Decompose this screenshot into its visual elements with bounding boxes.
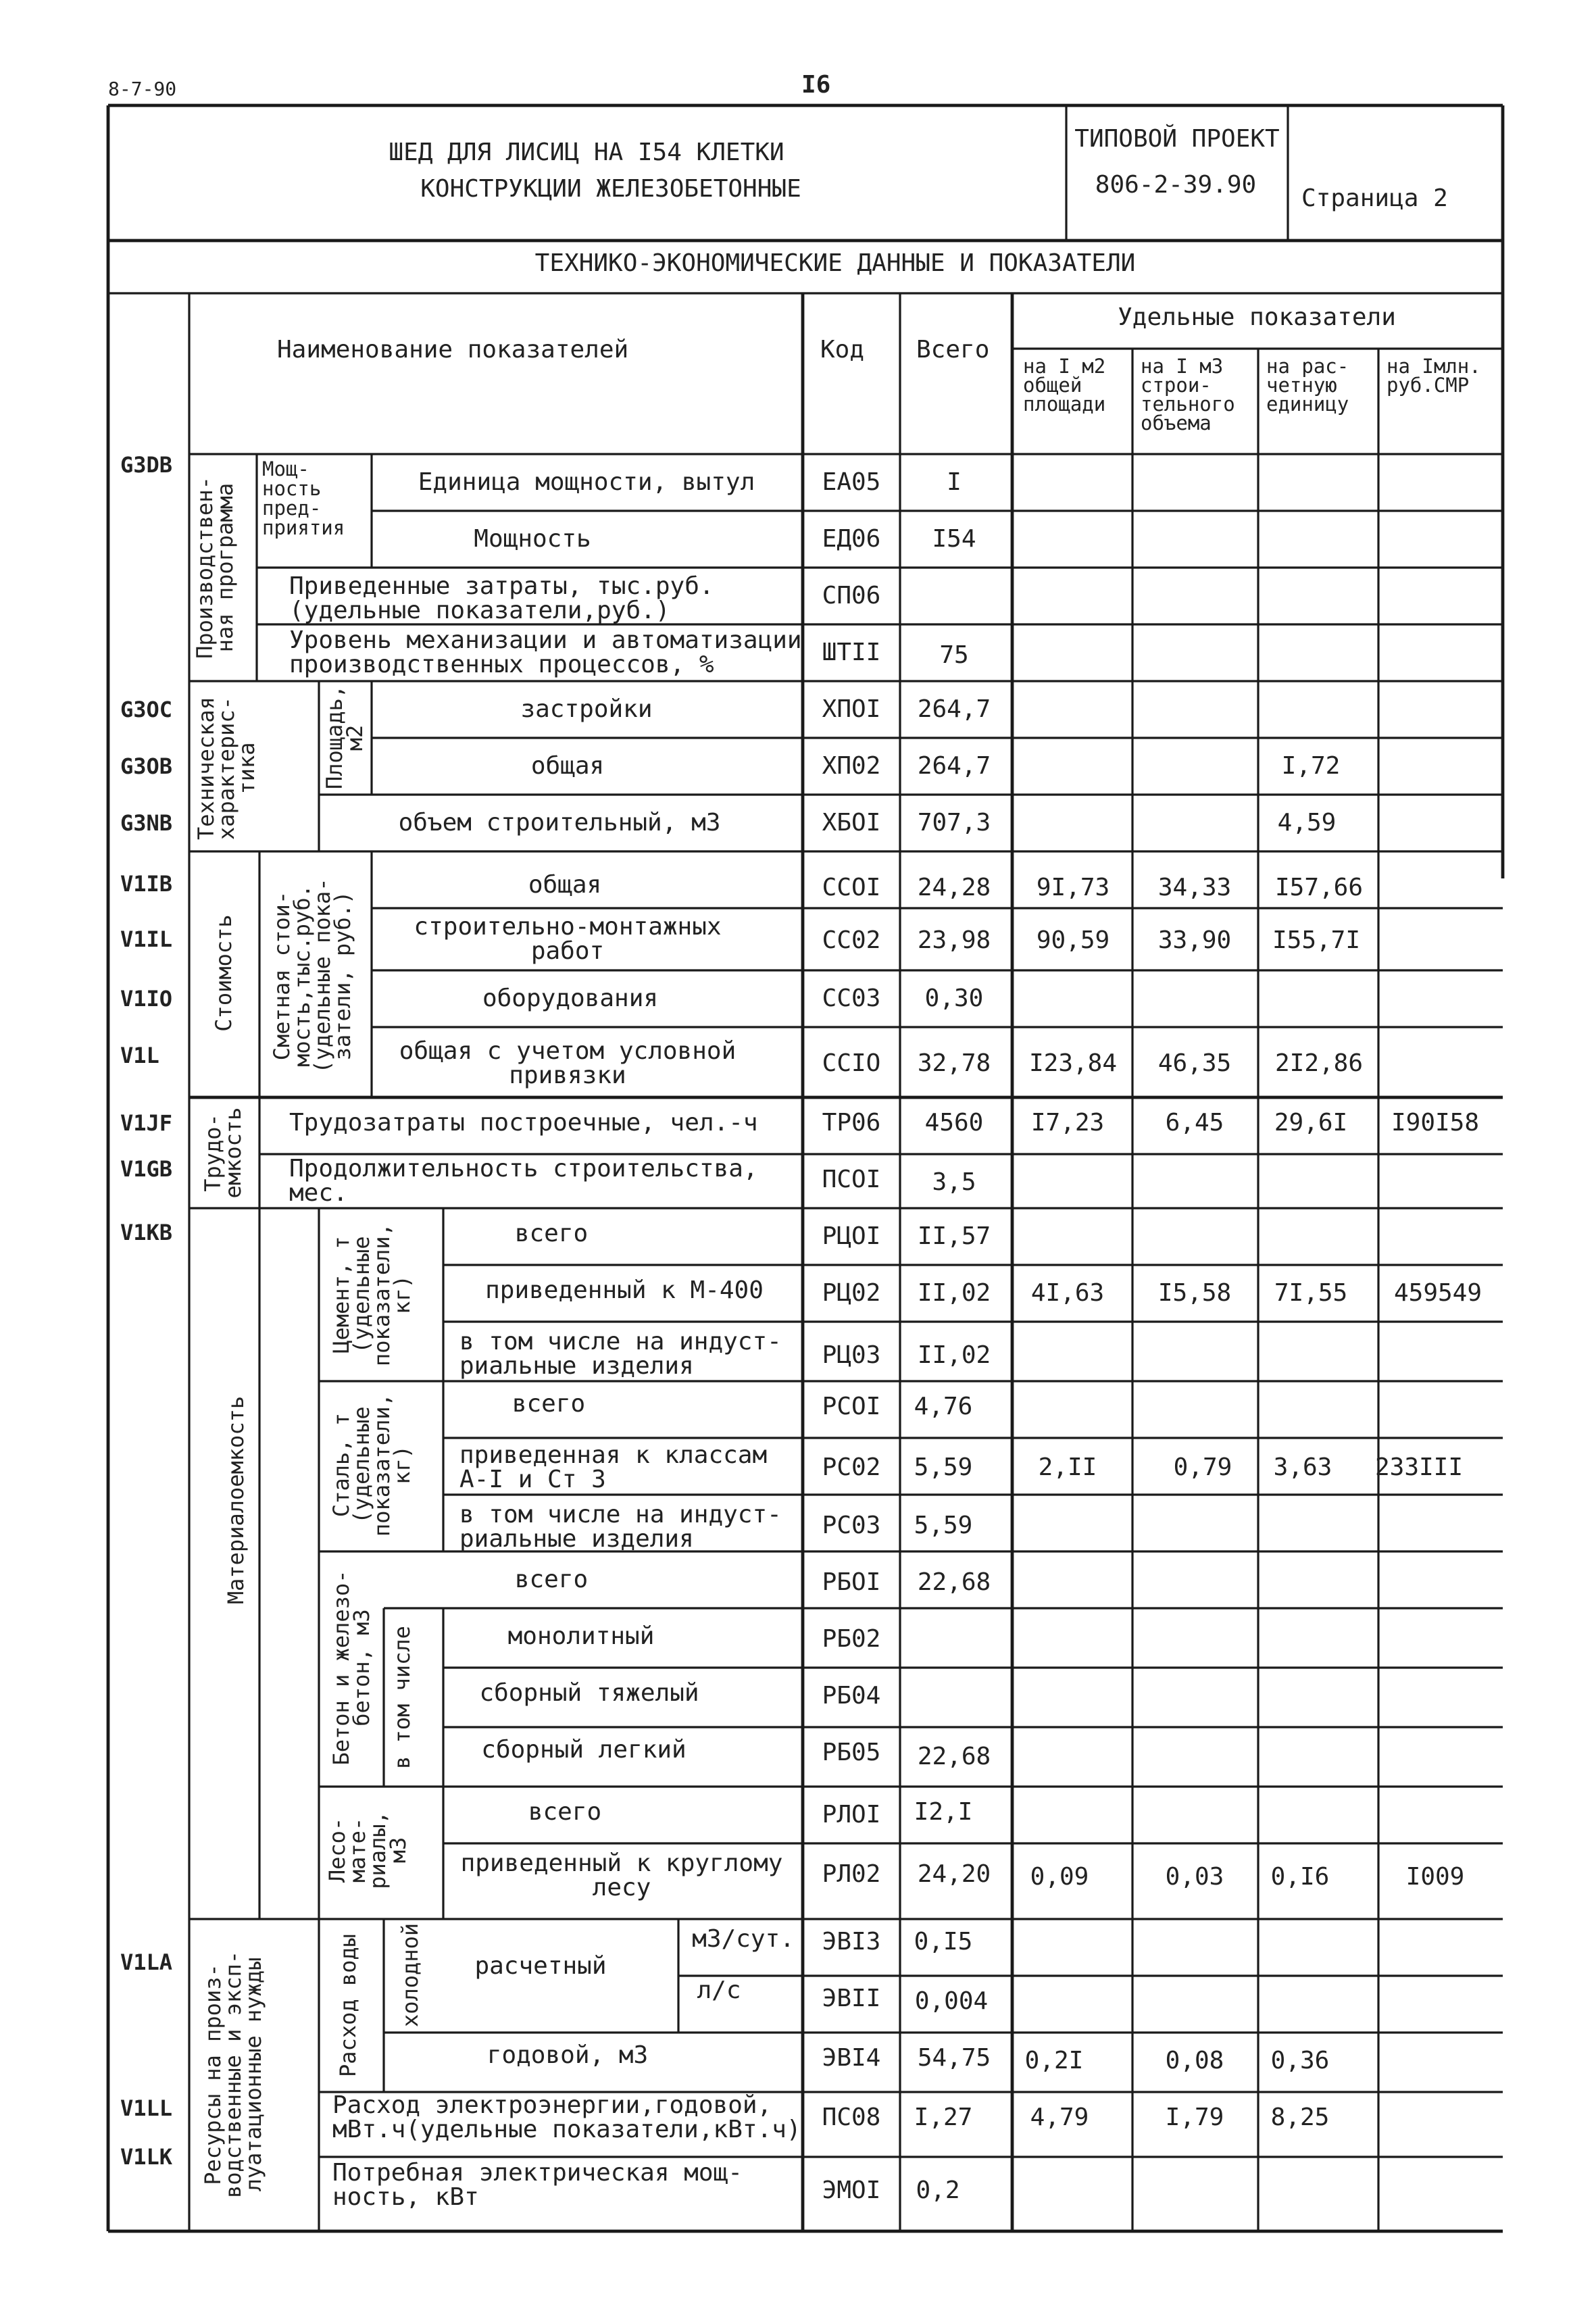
- group-resources: Ресурсы на произ- водственные и эксп- луатационные нужды: [200, 1950, 266, 2199]
- row-name: Продолжительность строительства, мес.: [289, 1155, 758, 1207]
- col-code-header: Код: [820, 336, 865, 364]
- document-subtitle: КОНСТРУКЦИИ ЖЕЛЕЗОБЕТОННЫЕ: [420, 175, 801, 203]
- left-label: V1LL: [120, 2095, 173, 2121]
- row-total: 3,5: [932, 1168, 976, 1196]
- row-per-m3: I5,58: [1157, 1279, 1232, 1307]
- row-per-m2: 4,79: [1030, 2104, 1089, 2131]
- row-total: 5,59: [914, 1512, 973, 1539]
- group-incl: в том числе: [389, 1626, 415, 1769]
- col-unit-line1: на рас-: [1266, 355, 1349, 378]
- left-label: G3OB: [120, 753, 173, 779]
- row-per-unit: 0,I6: [1270, 1863, 1330, 1891]
- left-label: V1JF: [120, 1110, 173, 1136]
- row-name: расчетный: [474, 1952, 607, 1980]
- row-name: Трудозатраты построечные, чел.-ч: [289, 1109, 758, 1137]
- row-per-unit: 0,36: [1270, 2047, 1330, 2074]
- row-per-unit: I,72: [1281, 752, 1341, 780]
- col-mln-line2: руб.СМР: [1387, 374, 1470, 397]
- row-code: ССОI: [822, 874, 881, 901]
- row-per-m3: 0,03: [1165, 1863, 1224, 1891]
- row-code: РБ02: [822, 1625, 881, 1653]
- row-code: РБ05: [822, 1739, 881, 1766]
- row-total: 24,28: [917, 874, 991, 901]
- group-capacity: Мощ- ность пред- приятия: [262, 457, 345, 539]
- row-name: в том числе на индуст- риальные изделия: [459, 1328, 782, 1380]
- row-code: РЛ02: [822, 1860, 881, 1888]
- row-per-m2: 0,2I: [1024, 2047, 1084, 2074]
- row-code: ХПОI: [822, 695, 881, 723]
- row-total: II,02: [917, 1341, 991, 1369]
- row-per-unit: 3,63: [1273, 1453, 1332, 1481]
- row-per-mln: 233III: [1374, 1453, 1464, 1481]
- group-timber: Лесо- мате- риалы, м3: [324, 1811, 411, 1889]
- row-code: РБОI: [822, 1568, 881, 1596]
- left-label: V1KB: [120, 1220, 173, 1245]
- row-total: 707,3: [917, 809, 991, 837]
- row-per-unit: 29,6I: [1274, 1109, 1348, 1137]
- group-production: Производствен- ная программа: [192, 476, 238, 659]
- row-code: РС03: [822, 1512, 881, 1539]
- sheet-number: Страница 2: [1301, 184, 1448, 212]
- row-per-m2: I7,23: [1030, 1109, 1105, 1137]
- project-label: ТИПОВОЙ ПРОЕКТ: [1074, 125, 1280, 153]
- row-per-mln: 459549: [1393, 1279, 1482, 1307]
- row-total: 5,59: [914, 1453, 973, 1481]
- row-per-m2: 4I,63: [1030, 1279, 1105, 1307]
- row-code: ЭВI3: [822, 1928, 881, 1956]
- row-name: всего: [514, 1566, 589, 1593]
- row-code: РЦОI: [822, 1222, 881, 1250]
- row-total: 24,20: [917, 1860, 991, 1888]
- row-name: сборный легкий: [481, 1736, 687, 1764]
- group-concrete: Бетон и железо- бетон, м3: [328, 1570, 374, 1766]
- col-m2-line1: на I м2: [1023, 355, 1106, 378]
- row-name: Уровень механизации и автоматизации производственных процессов, %: [289, 626, 802, 678]
- left-label: V1GB: [120, 1156, 173, 1182]
- row-name: Потребная электрическая мощ- ность, кВт: [332, 2159, 743, 2211]
- group-technical: Техническая характерис- тика: [193, 697, 259, 840]
- table-title: ТЕХНИКО-ЭКОНОМИЧЕСКИЕ ДАННЫЕ И ПОКАЗАТЕЛИ: [534, 249, 1136, 277]
- document-title: ШЕД ДЛЯ ЛИСИЦ НА I54 КЛЕТКИ: [389, 139, 784, 166]
- group-labor: Трудо- емкость: [200, 1107, 246, 1199]
- row-name: общая: [530, 752, 605, 780]
- row-per-m3: 6,45: [1165, 1109, 1224, 1137]
- row-name: в том числе на индуст- риальные изделия: [459, 1501, 782, 1553]
- row-code: ЭВI4: [822, 2044, 881, 2072]
- col-m2-line2: общей: [1023, 374, 1082, 397]
- row-name: всего: [514, 1220, 589, 1247]
- left-label: V1IL: [120, 926, 173, 952]
- row-name: оборудования: [482, 985, 659, 1012]
- row-name: Расход электроэнергии,годовой, мВт.ч(удельные показатели,кВт.ч): [332, 2091, 801, 2143]
- col-specific-header: Удельные показатели: [1118, 303, 1396, 331]
- row-unit-label: л/с: [697, 1976, 741, 2004]
- row-total: I,27: [914, 2104, 973, 2131]
- row-total: II,57: [917, 1222, 991, 1250]
- row-code: ХП02: [822, 752, 881, 780]
- left-label: V1IB: [120, 871, 173, 897]
- row-total: 22,68: [917, 1743, 991, 1770]
- row-code: РЦ03: [822, 1341, 881, 1369]
- row-name: всего: [512, 1390, 586, 1418]
- row-total: 75: [939, 641, 969, 669]
- row-code: ЕД06: [822, 525, 881, 553]
- row-name: общая: [528, 871, 602, 899]
- row-code: СП06: [822, 582, 881, 609]
- group-cold: холодной: [397, 1922, 423, 2027]
- row-total: 0,I5: [914, 1928, 973, 1956]
- col-m3-line4: объема: [1141, 412, 1212, 434]
- page-number: I6: [801, 71, 831, 99]
- row-per-mln: I90I58: [1391, 1109, 1480, 1137]
- group-water: Расход воды: [335, 1934, 361, 2077]
- row-total: 54,75: [917, 2044, 991, 2072]
- row-per-unit: 4,59: [1277, 809, 1337, 837]
- row-code: РСОI: [822, 1393, 881, 1420]
- row-per-m2: 90,59: [1036, 926, 1110, 954]
- row-name: общая с учетом условной привязки: [399, 1037, 737, 1089]
- col-mln-line1: на Iмлн.: [1387, 355, 1481, 378]
- row-per-m3: I,79: [1165, 2104, 1224, 2131]
- left-label: V1L: [120, 1043, 159, 1068]
- row-name: Мощность: [474, 525, 591, 553]
- row-code: ПСОI: [822, 1166, 881, 1193]
- col-unit-line2: четную: [1266, 374, 1337, 397]
- row-total: 264,7: [917, 752, 991, 780]
- row-per-unit: I55,7I: [1272, 926, 1361, 954]
- col-m3-line3: тельного: [1141, 393, 1235, 416]
- col-m2-line3: площади: [1023, 393, 1106, 416]
- row-per-unit: 8,25: [1270, 2104, 1330, 2131]
- row-per-m2: 0,09: [1030, 1863, 1089, 1891]
- row-total: II,02: [917, 1279, 991, 1307]
- row-total: 0,2: [916, 2176, 960, 2204]
- row-total: 4560: [924, 1109, 984, 1137]
- row-code: РЛОI: [822, 1801, 881, 1828]
- row-code: ХБОI: [822, 809, 881, 837]
- row-per-m2: 2,II: [1038, 1453, 1097, 1481]
- left-label: G3OC: [120, 697, 173, 722]
- row-code: СС03: [822, 985, 881, 1012]
- row-code: ЭМОI: [822, 2176, 881, 2204]
- row-total: I2,I: [914, 1798, 973, 1826]
- row-code: ССIО: [822, 1049, 881, 1077]
- row-code: ШТII: [822, 639, 881, 666]
- row-code: ЭВII: [822, 1985, 881, 2012]
- row-name: сборный тяжелый: [479, 1679, 699, 1707]
- col-name-header: Наименование показателей: [277, 336, 629, 364]
- row-code: РБ04: [822, 1682, 881, 1710]
- col-m3-line2: строи-: [1141, 374, 1212, 397]
- left-label: V1IO: [120, 986, 173, 1012]
- row-total: 264,7: [917, 695, 991, 723]
- row-name: Приведенные затраты, тыс.руб. (удельные показатели,руб.): [289, 572, 714, 624]
- col-unit-line3: единицу: [1266, 393, 1349, 416]
- row-code: ЕА05: [822, 468, 881, 496]
- doc-code: 8-7-90: [108, 78, 177, 100]
- group-area: Площадь, м2: [322, 684, 368, 789]
- col-m3-line1: на I м3: [1141, 355, 1224, 378]
- row-name: приведенный к круглому лесу: [460, 1849, 783, 1901]
- group-estimate: Сметная стои- мость,тыс.руб. (удельные пока- затели, руб.): [269, 878, 355, 1074]
- row-per-m3: 0,79: [1173, 1453, 1232, 1481]
- row-total: I: [947, 468, 962, 496]
- row-total: I54: [932, 525, 976, 553]
- group-cement: Цемент, т (удельные показатели, кг): [328, 1223, 415, 1366]
- row-per-m3: 34,33: [1157, 874, 1232, 901]
- row-per-unit: 7I,55: [1274, 1279, 1348, 1307]
- col-total-header: Всего: [916, 336, 990, 364]
- row-total: 0,30: [924, 985, 984, 1012]
- left-label: G3NB: [120, 810, 173, 836]
- row-total: 0,004: [914, 1987, 989, 2015]
- row-per-m3: 0,08: [1165, 2047, 1224, 2074]
- row-per-m2: I23,84: [1028, 1049, 1118, 1077]
- row-total: 4,76: [914, 1393, 973, 1420]
- left-label: G3DB: [120, 452, 173, 478]
- row-name: приведенная к классам А-I и Ст 3: [459, 1441, 768, 1493]
- row-code: РЦ02: [822, 1279, 881, 1307]
- row-name: приведенный к М-400: [485, 1276, 764, 1304]
- row-name: монолитный: [507, 1622, 655, 1650]
- row-per-unit: I57,66: [1274, 874, 1364, 901]
- row-name: застройки: [520, 695, 653, 723]
- row-name: объем строительный, м3: [398, 809, 721, 837]
- project-number: 806-2-39.90: [1095, 171, 1257, 199]
- row-code: СС02: [822, 926, 881, 954]
- group-materials: Материалоемкость: [223, 1395, 249, 1605]
- row-per-mln: I009: [1405, 1863, 1465, 1891]
- row-total: 22,68: [917, 1568, 991, 1596]
- row-total: 32,78: [917, 1049, 991, 1077]
- row-per-m3: 46,35: [1157, 1049, 1232, 1077]
- row-code: ТР06: [822, 1109, 881, 1137]
- left-label: V1LA: [120, 1949, 173, 1975]
- row-per-m2: 9I,73: [1036, 874, 1110, 901]
- row-name: строительно-монтажных работ: [414, 913, 722, 965]
- row-name: годовой, м3: [487, 2041, 649, 2069]
- group-cost: Стоимость: [211, 914, 236, 1032]
- row-per-m3: 33,90: [1157, 926, 1232, 954]
- left-label: V1LK: [120, 2144, 173, 2170]
- row-name: всего: [528, 1798, 602, 1826]
- row-unit-label: м3/сут.: [692, 1925, 795, 1953]
- row-code: РС02: [822, 1453, 881, 1481]
- row-per-unit: 2I2,86: [1274, 1049, 1364, 1077]
- row-total: 23,98: [917, 926, 991, 954]
- row-name: Единица мощности, вытул: [418, 468, 755, 496]
- group-steel: Сталь, т (удельные показатели, кг): [328, 1393, 415, 1537]
- row-code: ПС08: [822, 2104, 881, 2131]
